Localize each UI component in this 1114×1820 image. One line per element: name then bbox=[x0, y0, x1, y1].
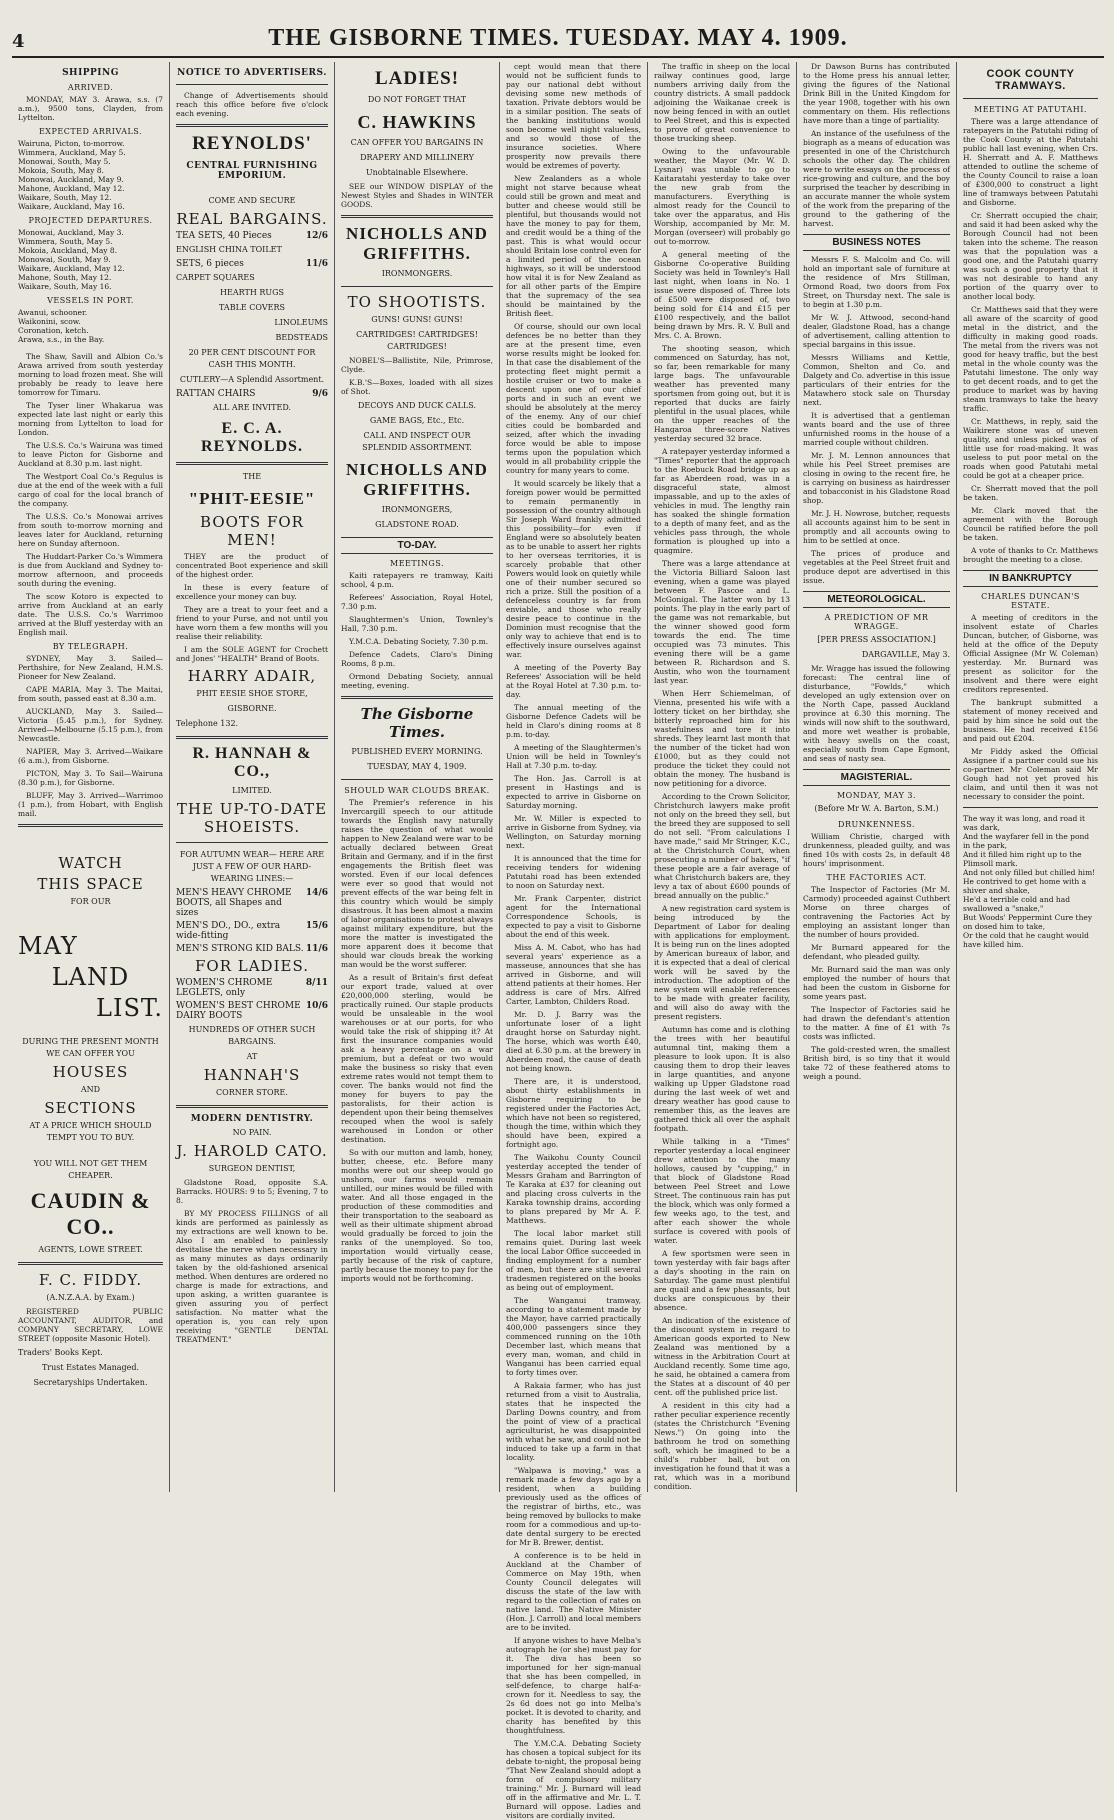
ad-kip: MEN'S STRONG KID BALS. 11/6 bbox=[176, 944, 328, 954]
ad-boots-men: BOOTS FOR MEN! bbox=[200, 513, 304, 549]
poem-line: And the wayfarer fell in the pond in the park, bbox=[963, 832, 1090, 850]
telegraph-item: AUCKLAND, May 3. Sailed—Victoria (5.45 p.m.), for Sydney. Arrived—Melbourne (5.15 p.m.), from Newcastle. bbox=[18, 707, 163, 743]
ad-watch: WATCH bbox=[58, 854, 123, 872]
ad-china-toilet: ENGLISH CHINA TOILET bbox=[176, 245, 282, 254]
list-item: Awanui, schooner. bbox=[18, 308, 88, 317]
business-item: Mr W. J. Attwood, second-hand dealer, Gladstone Road, has a change of advertisement, calling attention to special bargains in this issue. bbox=[803, 313, 950, 349]
ad-phit-eesie: "PHIT-EESIE" bbox=[188, 489, 316, 508]
news-paragraph: Dr Dawson Burns has contributed to the Home press his annual letter, giving the figures of the National Drink Bill in the United Kingdom for the year 1908, together with his own commentary on them. His reflections have more than a tinge of partiality. bbox=[803, 62, 950, 125]
ad-this-space: THIS SPACE bbox=[37, 875, 144, 893]
ad-ec-reynolds: E. C. A. REYNOLDS. bbox=[201, 420, 303, 455]
shipping-news: The Tyser liner Whakarua was expected late last night or early this morning from Lyttelton to load for London. bbox=[18, 401, 163, 437]
ad-price: AT A PRICE WHICH SHOULD TEMPT YOU TO BUY. bbox=[29, 1121, 152, 1142]
news-paragraph: It would scarcely be likely that a foreign power would be permitted to remain permanently in possession of the country although Sir Joseph Ward frankly admitted this possibility—for even if England were so absolutely beaten as to be unable to assert her rights to her overseas territories, it is scarcely probable that other Powers would look on quietly while one of their number secured so rich a prize. Still the position of a defenceless country is far from enviable, and those who really desire peace to continue in the Dominion must recognise that the only way to achieve that end is to effectively insure ourselves against war. bbox=[506, 479, 641, 659]
ad-phit-text: THEY are the product of concentrated Boot experience and skill of the highest order. bbox=[176, 552, 328, 579]
poem-line: Or the cold that he caught would have killed him. bbox=[963, 931, 1089, 949]
ad-emporium: CENTRAL FURNISHING EMPORIUM. bbox=[186, 161, 318, 181]
business-item: Messrs Williams and Kettle, Common, Shelton and Co. and Dalgety and Co. advertise in this issue particulars of their entries for the Matawhero stock sale on Thursday next. bbox=[803, 353, 950, 407]
shipping-news: The U.S.S. Co.'s Monowai arrives from south to-morrow morning and leaves later for Auckland, returning here on Sunday afternoon. bbox=[18, 512, 163, 548]
page-number: 4 bbox=[12, 31, 25, 52]
drunk-text: William Christie, charged with drunkenness, pleaded guilty, and was fined 10s with costs 2s, in default 48 hours' imprisonment. bbox=[803, 832, 950, 868]
meeting-item: Slaughtermen's Union, Townley's Hall, 7.30 p.m. bbox=[341, 615, 493, 633]
news-paragraph: Mr. Frank Carpenter, district agent for the International Correspondence Schools, is expected to pay a visit to Gisborne about the end of this week. bbox=[506, 894, 641, 939]
ad-at: AT bbox=[246, 1052, 258, 1061]
mag-date: MONDAY, MAY 3. bbox=[836, 791, 917, 800]
shipping-news: The U.S.S. Co.'s Wairuna was timed to leave Picton for Gisborne and Auckland at 8.30 p.m. last night. bbox=[18, 441, 163, 468]
ad-dairy: WOMEN'S BEST CHROME DAIRY BOOTS 10/6 bbox=[176, 1001, 328, 1021]
column-shipping bbox=[12, 62, 170, 1492]
ad-cato: J. HAROLD CATO. bbox=[176, 1142, 328, 1160]
ad-fiddy-extra: Trust Estates Managed. bbox=[41, 1363, 140, 1372]
list-item: Arawa, s.s., in the Bay. bbox=[18, 335, 105, 344]
ad-fiddy-extra: Secretaryships Undertaken. bbox=[33, 1378, 148, 1387]
meetings-heading: MEETINGS. bbox=[390, 559, 444, 568]
ad-unobtainable: Unobtainable Elsewhere. bbox=[365, 168, 469, 177]
ad-cartridges: CARTRIDGES! CARTRIDGES! CARTRIDGES! bbox=[356, 330, 478, 351]
column-advertisements bbox=[170, 62, 335, 1492]
list-item: Monowai, South, May 9. bbox=[18, 255, 111, 264]
ad-reynolds: REYNOLDS' bbox=[192, 133, 312, 154]
tramways-subheading: MEETING AT PATUTAHI. bbox=[974, 105, 1087, 114]
news-paragraph: The Hon. Jas. Carroll is at present in Hastings and is expected to arrive in Gisborne on Saturday morning. bbox=[506, 774, 641, 810]
tramways-paragraph: Cr. Sherratt moved that the poll be taken. bbox=[963, 484, 1098, 502]
list-item: Monowai, Auckland, May 3. bbox=[18, 228, 124, 237]
list-item: Coronation, ketch. bbox=[18, 326, 89, 335]
ad-hearth: HEARTH RUGS bbox=[220, 288, 284, 297]
news-paragraph: A ratepayer yesterday informed a "Times" reporter that the approach to the Roebuck Road bridge up as far as Aberdeen road, was in a disgraceful state, almost impassable, and up to the axles of vehicles in mud. The lengthy rain has soaked the shingle formation to a depth of many feet, and as the vehicles pass through, the whole formation is ploughed up into a quagmire. bbox=[654, 447, 790, 555]
poem-line: But Woods' Peppermint Cure they on dosed him to take, bbox=[963, 913, 1093, 931]
published-line: PUBLISHED EVERY MORNING. bbox=[351, 747, 483, 756]
masthead bbox=[12, 8, 1104, 58]
ad-harry: HARRY ADAIR, bbox=[187, 667, 317, 685]
met-association: [PER PRESS ASSOCIATION.] bbox=[817, 635, 936, 644]
ad-toilet-sets: SETS, 6 pieces 11/6 bbox=[176, 259, 328, 269]
ad-the: THE bbox=[242, 472, 262, 481]
news-paragraph: A Rakaia farmer, who has just returned from a visit to Australia, states that he inspected the Darling Downs country, and from the point of view of a practical agriculturist, he was disappointed with what he saw, and could not be induced to take up a farm in that locality. bbox=[506, 1381, 641, 1462]
tramways-paragraph: Cr. Matthews said that they were all aware of the scarcity of good metal in the district, and the difficulty in making good roads. The metal from the rivers was not good for heavy traffic, but the best metal in the whole county was the Patutahi limestone. The only way to get decent roads, and to get the produce to market was by having steam tramways to take the heavy traffic. bbox=[963, 305, 1098, 413]
news-paragraph: A resident in this city had a rather peculiar experience recently (states the Christchurch "Evening News.") On going into the bathroom he trod on something soft, which he imagined to be a child's rubber ball, but on investigation he found that it was a rat, which was in a moribund condition. bbox=[654, 1401, 790, 1491]
meeting-item: Kaiti ratepayers re tramway, Kaiti school, 4 p.m. bbox=[341, 571, 493, 589]
bankruptcy-paragraph: Mr Fiddy asked the Official Assignee if a partner could sue his co-partner. Mr Coleman said Mr Gough had not yet proved his claim, and until then it was not necessary to consider the point. bbox=[963, 747, 1098, 801]
column-local-news-1 bbox=[500, 62, 648, 1820]
news-paragraph: There are, it is understood, about thirty establishments in Gisborne requiring to be registered under the Factories Act, which have not been so registered, though the time, within which they should have been, expired a fortnight ago. bbox=[506, 1077, 641, 1149]
vessels-list bbox=[18, 308, 163, 344]
meeting-item: Y.M.C.A. Debating Society, 7.30 p.m. bbox=[349, 637, 489, 646]
news-paragraph: "Walpawa is moving," was a remark made a few days ago by a resident, when a building previously used as the offices of the registrar of births, etc., was being removed by bullocks to make room for a commodious and up-to-date dental surgery to be erected for Mr B. Brewer, dentist. bbox=[506, 1466, 641, 1547]
poem-line: He'd a terrible cold and had swallowed a "snake," bbox=[963, 895, 1071, 913]
telegraph-item: BLUFF, May 3. Arrived—Warrimoo (1 p.m.), from Hobart, with English mail. bbox=[18, 791, 163, 818]
factories-paragraph: The Inspector of Factories (Mr M. Carmody) proceeded against Cuthbert Morse on three charges of contravening the Factories Act by employing an assistant longer than the number of hours provided. bbox=[803, 885, 950, 939]
news-paragraph: Owing to the unfavourable weather, the Mayor (Mr. W. D. Lysnar) was unable to go to Kaitaratahi yesterday to take over the new grab from the manufacturers. Everything is almost ready for the Council to take over the apparatus, and His Worship, accompanied by Mr. M. Morgan (overseer) will probably go out to-morrow. bbox=[654, 147, 790, 246]
ad-ladies: LADIES! bbox=[374, 68, 460, 89]
ad-bedsteads: BEDSTEADS bbox=[275, 333, 328, 342]
shipping-news: The Huddart-Parker Co.'s Wimmera is due from Auckland and Sydney to-morrow afternoon, and proceeds south during the evening. bbox=[18, 552, 163, 588]
list-item: Waikare, South, May 16. bbox=[18, 282, 112, 291]
list-item: Wimmera, Auckland, May 5. bbox=[18, 148, 126, 157]
shipping-news: The Westport Coal Co.'s Regulus is due at the end of the week with a full cargo of coal for the local branch of the company. bbox=[18, 472, 163, 508]
bankruptcy-heading: IN BANKRUPTCY bbox=[963, 570, 1098, 587]
ad-guns: GUNS! GUNS! GUNS! bbox=[371, 315, 463, 324]
news-paragraph: The Wanganui tramway, according to a statement made by the Mayor, have carried practically 400,000 passengers since they commenced running on the 10th December last, which means that every man, woman, and child in Wanganui has been carried equal to forty times over. bbox=[506, 1296, 641, 1377]
list-item: Waikonini, scow. bbox=[18, 317, 81, 326]
editorial-paragraph: The Premier's reference in his Invercargill speech to our attitude towards the English navy naturally raises the question of what would happen to New Zealand were war to be actually declared between Great Britain and Germany, and if in the first engagements the British fleet was worsted. Even if our local defences were ever so good that would not prevent effects of the war being felt in this country which would be simply disastrous. It has been almost a maxim of labor organisations to protest always against military expenditure, but the more the matter is investigated the more apparent does it become that should war clouds break the working man would be the worst sufferer. bbox=[341, 798, 493, 969]
factories-paragraph: The Inspector of Factories said he had drawn the defendant's attention to the matter. A fine of £1 with 7s costs was inflicted. bbox=[803, 1005, 950, 1041]
ad-hannahs: HANNAH'S bbox=[203, 1066, 301, 1084]
telegraph-item: PICTON, May 3. To Sail—Wairuna (8.30 p.m.), for Gisborne. bbox=[18, 769, 163, 787]
editorial-paragraph: As a result of Britain's first defeat our export trade, valued at over £20,000,000 sterling, would be practically ruined. Our staple products would be unsaleable in the wool warehouses or at our ports, for who would take the risk of shipping it? At first the insurance companies would ask a heavy percentage on a war premium, but a defeat or two would make the business so risky that even extreme rates would not tempt them to cover. The banks would not find the money for buyers to pay the pastoralists, for their action is dependent upon their being themselves recouped when the wool is safely warehoused in London or other destination. bbox=[341, 973, 493, 1144]
ad-gisborne: GISBORNE. bbox=[227, 704, 277, 713]
news-paragraph: It is announced that the time for receiving tenders for widening Patutahi road has been extended to noon on Saturday next. bbox=[506, 854, 641, 890]
business-heading: BUSINESS NOTES bbox=[803, 234, 950, 251]
editorial-paragraph: So with our mutton and lamb, honey, butter, cheese, etc. Before many months were out our sheep would go unshorn, our farms would remain untilled, our mines would be filled with water. And all those engaged in the production of these commodities and their transportation to the seaboard as well as their ultimate shipment abroad would gradually be forced to join the ranks of the unemployed. So too, importation would virtually cease, partly because of the risk of capture, partly because the money to pay for the imports would not be forthcoming. bbox=[341, 1148, 493, 1283]
ad-telephone: Telephone 132. bbox=[176, 719, 239, 728]
ad-shooters: TO SHOOTISTS. bbox=[347, 293, 487, 311]
ad-can-offer: CAN OFFER YOU BARGAINS IN bbox=[350, 138, 484, 147]
ad-cutlery: CUTLERY—A Splendid Assortment. bbox=[179, 375, 325, 384]
ad-fiddy-sub: (A.N.Z.A.A. by Exam.) bbox=[46, 1293, 135, 1302]
news-paragraph: cept would mean that there would not be sufficient funds to pay our national debt without devising some new methods of taxation. Private debtors would be in a similar position. The seats of the banking institutions would soon become well night valueless, and so would those of the insurance societies. Where prosperity now prevails there would be extremes of poverty. bbox=[506, 62, 641, 170]
ad-fiddy-extra: Traders' Books Kept. bbox=[18, 1348, 103, 1357]
factories-paragraph: The gold-crested wren, the smallest British bird, is so tiny that it would take 72 of these feathered atoms to weigh a pound. bbox=[803, 1045, 950, 1081]
ad-call-in: CALL AND INSPECT OUR SPLENDID ASSORTMENT. bbox=[362, 431, 472, 452]
ad-game-bags: GAME BAGS, Etc., Etc. bbox=[369, 416, 465, 425]
ad-dos: MEN'S DO., DO., extra wide-fitting 15/6 bbox=[176, 921, 328, 941]
bankruptcy-paragraph: A meeting of creditors in the insolvent estate of Charles Duncan, butcher, of Gisborne, was held at the office of the Deputy Official Assignee (Mr W. Coleman) yesterday. Mr. Burnard was present as solicitor for the insolvent and there were eight creditors represented. bbox=[963, 613, 1098, 694]
column-local-news-2 bbox=[648, 62, 797, 1492]
ad-up-to-date: THE UP-TO-DATE SHOEISTS. bbox=[176, 800, 328, 836]
news-paragraph: The shooting season, which commenced on Saturday, has not, so far, been remarkable for many large bags. The unfavourable weather has prevented many sportsmen from going out, but it is reported that ducks are fairly plentiful in the usual places, while on the upper reaches of the Hangaroa three-score Natives yesterday secured 32 brace. bbox=[654, 344, 790, 443]
meeting-item: Ormond Debating Society, annual meeting, evening. bbox=[341, 672, 493, 690]
ad-carpet: CARPET SQUARES bbox=[176, 273, 255, 282]
ad-may: MAY bbox=[18, 932, 78, 960]
ad-land: LAND bbox=[51, 963, 130, 991]
shipping-heading: SHIPPING bbox=[62, 68, 119, 78]
shipping-news: The Shaw, Savill and Albion Co.'s Arawa arrived from south yesterday morning to load frozen meat. She will probably be ready to leave here tomorrow for Timaru. bbox=[18, 352, 163, 397]
ad-corner: CORNER STORE. bbox=[216, 1088, 288, 1097]
met-dateline: DARGAVILLE, May 3. bbox=[861, 650, 950, 659]
list-item: Monowai, Auckland, May 9. bbox=[18, 175, 124, 184]
projected-list bbox=[18, 228, 163, 291]
list-item: Mahone, Auckland, May 12. bbox=[18, 184, 125, 193]
list-item: Waikare, South, May 12. bbox=[18, 193, 112, 202]
news-paragraph: When Herr Schiemelman, of Vienna, presented his wife with a lottery ticket on her birthday, she bitterly reproached him for his wastefulness and tore it into shreds. They learnt last month that the number of the ticket had won £1000, but as they could not produce the ticket they could not obtain the money. The husband is now petitioning for a divorce. bbox=[654, 689, 790, 788]
ad-real-bargains: REAL BARGAINS. bbox=[176, 210, 328, 228]
date-line: TUESDAY, MAY 4, 1909. bbox=[367, 762, 467, 771]
business-item: It is advertised that a gentleman wants board and the use of three unfurnished rooms in the house of a married couple without children. bbox=[803, 411, 950, 447]
list-item: Monowai, South, May 5. bbox=[18, 157, 111, 166]
list-item: Mahone, South, May 12. bbox=[18, 273, 112, 282]
projected-heading: PROJECTED DEPARTURES. bbox=[28, 216, 153, 225]
news-paragraph: The local labor market still remains quiet. During last week the local Labor Office succeeded in finding employment for a number of men, but there are still several tradesmen registered on the books as being out of employment. bbox=[506, 1229, 641, 1292]
news-paragraph: Miss A. M. Cabot, who has had several years' experience as a masseuse, announces that she has arrived in Gisborne, and will attend patients at their homes. Her address is care of Mrs. Alfred Carter, Lambton, Childers Road. bbox=[506, 943, 641, 1006]
ad-come-secure: COME AND SECURE bbox=[208, 196, 296, 205]
telegraph-item: SYDNEY, May 3. Sailed—Perthshire, for New Zealand, H.M.S. Pioneer for New Zealand. bbox=[18, 654, 163, 681]
news-paragraph: Autumn has come and is clothing the trees with her beautiful autumnal tint, making them a pleasure to look upon. It is also causing them to drop their leaves in large quantities, and anyone walking up Upper Gladstone road during the last week of wet and dreary weather has good cause to remember this, as the leaves are gathered thick all over the asphalt footpath. bbox=[654, 1025, 790, 1133]
today-heading: TO-DAY. bbox=[341, 537, 493, 554]
news-paragraph: A meeting of the Poverty Bay Referees' Association will be held at the Royal Hotel at 7.30 p.m. to-day. bbox=[506, 663, 641, 699]
newspaper-title: THE GISBORNE TIMES. TUESDAY. MAY 4. 1909. bbox=[268, 25, 848, 51]
ad-hundreds: HUNDREDS OF OTHER SUCH BARGAINS. bbox=[188, 1025, 316, 1046]
factories-heading: THE FACTORIES ACT. bbox=[826, 873, 927, 882]
poem-line: And it filled him right up to the Plimsoll mark. bbox=[963, 850, 1082, 868]
list-item: Wimmera, South, May 5. bbox=[18, 237, 113, 246]
news-paragraph: A conference is to be held in Auckland at the Chamber of Commerce on May 19th, when County Council delegates will discuss the state of the law with regard to the collection of rates on native land. The Native Minister (Hon. J. Carroll) and local members are to be invited. bbox=[506, 1551, 641, 1632]
tramways-heading: COOK COUNTY TRAMWAYS. bbox=[986, 68, 1075, 92]
ad-and: AND bbox=[80, 1085, 101, 1094]
ad-no-pain: NO PAIN. bbox=[232, 1128, 272, 1137]
poem bbox=[963, 814, 1098, 949]
ad-cato-text: BY MY PROCESS FILLINGS of all kinds are performed as painlessly as my extractions are well known to be. Also I am enabled to painlessly devitalise the nerve when necessary in as many minutes as days ordinarily taken by the old-fashioned arsenical method. When dentures are ordered no charge is made for extractions, and upon asking, a written guarantee is given assuring you of perfect satisfaction. No matter what the operation is, you can rely upon receiving "GENTLE DENTAL TREATMENT." bbox=[176, 1209, 328, 1344]
met-subheading: A PREDICTION OF MR WRAGGE. bbox=[824, 613, 929, 631]
ad-nicholls-2: NICHOLLS AND GRIFFITHS. bbox=[346, 460, 488, 499]
ad-chrome-boots: MEN'S HEAVY CHROME BOOTS, all Shapes and sizes 14/6 bbox=[176, 888, 328, 918]
column-tramways bbox=[957, 62, 1104, 1492]
ad-decoys: DECOYS AND DUCK CALLS. bbox=[357, 401, 477, 410]
ad-during: DURING THE PRESENT MONTH WE CAN OFFER YOU bbox=[22, 1037, 159, 1058]
tramways-paragraph: A vote of thanks to Cr. Matthews brought the meeting to a close. bbox=[963, 546, 1098, 564]
factories-paragraph: Mr Burnard appeared for the defendant, who pleaded guilty. bbox=[803, 943, 950, 961]
news-paragraph: The annual meeting of the Gisborne Defence Cadets will be held in Claro's dining rooms at 8 p.m. to-day. bbox=[506, 703, 641, 739]
paper-nameplate: The Gisborne Times. bbox=[360, 705, 474, 741]
telegraph-item: CAPE MARIA, May 3. The Maitai, from south, passed east at 8.30 a.m. bbox=[18, 685, 163, 703]
poem-line: The way it was long, and road it was dark, bbox=[963, 814, 1086, 832]
tramways-paragraph: Cr. Matthews, in reply, said the Waikirere stone was of uneven quality, and unless picked was of little use for road-making. It was useless to put poor metal on the roads when good Patutahi metal could be got at a cheaper price. bbox=[963, 417, 1098, 480]
ad-for-our: FOR OUR bbox=[70, 897, 111, 906]
factories-paragraph: Mr. Burnard said the man was only employed the number of hours that had been the custom in Gisborne for some years past. bbox=[803, 965, 950, 1001]
poem-line: And not only filled but chilled him! bbox=[963, 868, 1096, 877]
news-paragraph: The traffic in sheep on the local railway continues good, large numbers arriving daily from the country districts. A small paddock adjoining the Waikanae creek is now being fenced in with an outlet to Peel Street, and this is expected to prove of great convenience to those trucking sheep. bbox=[654, 62, 790, 143]
met-text: Mr. Wragge has issued the following forecast: The central line of disturbance, "Fowlds," which developed an ugly extension over on the North Cape, passed Auckland province at 6.30 this morning. The winds will now shift to the southward, and more wet weather is probable, with heavy swells on the coast, especially south from Cape Egmont, and seas of nasty sea. bbox=[803, 664, 950, 763]
ad-surgeon: SURGEON DENTIST, bbox=[208, 1164, 296, 1173]
telegraph-heading: BY TELEGRAPH. bbox=[52, 642, 129, 651]
ad-leglets: WOMEN'S CHROME LEGLETS, only 8/11 bbox=[176, 978, 328, 998]
expected-list bbox=[18, 139, 163, 211]
list-item: Waikare, Auckland, May 16. bbox=[18, 202, 125, 211]
news-paragraph: A meeting of the Slaughtermen's Union will be held in Townley's Hall at 7.30 p.m. to-day. bbox=[506, 743, 641, 770]
ad-phit-store: PHIT EESIE SHOE STORE, bbox=[196, 689, 308, 698]
arrived-text: MONDAY, MAY 3. Arawa, s.s. (7 a.m.), 9500 tons, Clayden, from Lyttelton. bbox=[18, 95, 163, 122]
ad-nicholls: NICHOLLS AND GRIFFITHS. bbox=[346, 224, 488, 263]
news-paragraph: There was a large attendance at the Victoria Billiard Saloon last evening, when a game was played between F. Pascoe and L. McGonigal. The latter won by 13 points. The play in the early part of the game was not remarkable, but the winner showed good form towards the end. The time occupied was 73 minutes. This evening there will be a game between R. Richardson and S. Austin, who won the tournament last year. bbox=[654, 559, 790, 685]
ad-hawkins: C. HAWKINS bbox=[357, 112, 477, 132]
expected-heading: EXPECTED ARRIVALS. bbox=[38, 127, 143, 136]
business-item: Mr. J. M. Lennon announces that while his Peel Street premises are closing in owing to the recent fire, he is carrying on business as hairdresser and tobacconist in his Gladstone Road shop. bbox=[803, 451, 950, 505]
news-paragraph: According to the Crown Solicitor, Christchurch lawyers make profit not only on the breed they sell, but the breed they are supposed to sell do not sell. "From calculations I have made," said Mr Stringer, K.C., at the Christchurch Court, when prosecuting a number of bakers, "if these people are a fair average of what Christchurch bakers are, they levy a tax of about £600 pounds of bread annually on the public." bbox=[654, 792, 790, 900]
list-item: Waikare, Auckland, May 12. bbox=[18, 264, 125, 273]
poem-line: He contrived to get home with a shiver and shake, bbox=[963, 877, 1087, 895]
business-item: Messrs F. S. Malcolm and Co. will hold an important sale of furniture at the residence of Mrs Stillman, Ormond Road, two doors from Fox Street, on Thursday next. The sale is to begin at 1.30 p.m. bbox=[803, 255, 950, 309]
ad-tea-sets: TEA SETS, 40 Pieces 12/6 bbox=[176, 231, 328, 241]
ad-limited: LIMITED. bbox=[232, 786, 272, 795]
ad-ironmongers-2: IRONMONGERS, bbox=[381, 505, 453, 514]
news-paragraph: While talking in a "Times" reporter yesterday a local engineer drew attention to the many hollows, caused by "cupping," in that block of Gladstone Road between Peel Street and Lowe Street. The continuous rain has put the block, which was only formed a few weeks ago, to the test, and after each shower the whole surface is covered with pools of water. bbox=[654, 1137, 790, 1245]
ad-kbs: K.B.'S—Boxes, loaded with all sizes of Shot. bbox=[341, 378, 493, 396]
news-paragraph: The Waikohu County Council yesterday accepted the tender of Messrs Graham and Barrington of Te Karaka at £37 for cleaning out and placing cross culverts in the Karaka township drains, according to plans prepared by Mr A. F. Matthews. bbox=[506, 1153, 641, 1225]
news-paragraph: A new registration card system is being introduced by the Department of Labor for dealing with applications for employment. It is being run on the lines adopted by American bureaux of labor, and it is expected that a deal of clerical work will be saved by the introduction. The adoption of the new system will enable references to be made with greater facility, and will also do away with the present registers. bbox=[654, 904, 790, 1021]
notice-text: Change of Advertisements should reach this office before five o'clock each evening. bbox=[176, 91, 328, 118]
ad-do-not: DO NOT FORGET THAT bbox=[367, 95, 467, 104]
ad-cato-addr: Gladstone Road, opposite S.A. Barracks. HOURS: 9 to 5; Evening, 7 to 8. bbox=[176, 1178, 328, 1205]
business-item: Mr. J. H. Nowrose, butcher, requests all accounts against him to be sent in promptly and all accounts owing to him to be settled at once. bbox=[803, 509, 950, 545]
column-notes bbox=[797, 62, 957, 1492]
ad-discount: 20 PER CENT DISCOUNT FOR CASH THIS MONTH. bbox=[188, 348, 316, 369]
tramways-paragraph: Cr. Sherratt occupied the chair, and said it had been asked why the Borough Council had not been taken into the scheme. The reason was that the population was a good one, and the Patutahi quarry was such a good property that it was not desirable to hand any portion of the quarry over to another local body. bbox=[963, 211, 1098, 301]
tramways-paragraph: Mr. Clark moved that the agreement with the Borough Council be ratified before the poll be taken. bbox=[963, 506, 1098, 542]
bankruptcy-paragraph: The bankrupt submitted a statement of money received and paid by him since he sold out the business. He had received £156 and paid out £204. bbox=[963, 698, 1098, 743]
list-item: Mokoia, Auckland, May 8. bbox=[18, 246, 118, 255]
ad-hannah: R. HANNAH & CO., bbox=[192, 745, 312, 780]
meteorological-heading: METEOROLOGICAL. bbox=[803, 591, 950, 608]
ad-gladstone: GLADSTONE ROAD. bbox=[375, 520, 459, 529]
ad-autumn: FOR AUTUMN WEAR— HERE ARE JUST A FEW OF OUR HARD-WEARING LINES:— bbox=[179, 850, 325, 883]
news-paragraph: Of course, should our own local defences be no better than they are at the present time, even worse results might be looked for. In that case the disablement of the protecting fleet might permit a hostile cruiser or two to make a descent upon one of our chief ports and in such an event we should be absolutely at the mercy of the enemy. Any of our chief cities could be bombarded and seized, after which the invading force would be able to impose terms upon the population which would in all probability cripple the country for many years to come. bbox=[506, 322, 641, 475]
telegraph-item: NAPIER, May 3. Arrived—Waikare (6 a.m.), from Gisborne. bbox=[18, 747, 163, 765]
magisterial-heading: MAGISTERIAL. bbox=[803, 769, 950, 786]
ad-cheaper: YOU WILL NOT GET THEM CHEAPER. bbox=[33, 1159, 148, 1180]
drunk-heading: DRUNKENNESS. bbox=[838, 820, 915, 829]
ad-phit-text: In these is every feature of excellence your money can buy. bbox=[176, 583, 328, 601]
ad-list: LIST. bbox=[96, 994, 163, 1022]
ad-agents: AGENTS, LOWE STREET. bbox=[38, 1245, 143, 1254]
ad-sections: SECTIONS bbox=[44, 1099, 137, 1117]
ad-phit-text: I am the SOLE AGENT for Crochett and Jones' "HEALTH" Brand of Boots. bbox=[176, 645, 328, 663]
bankruptcy-subheading: CHARLES DUNCAN'S ESTATE. bbox=[981, 592, 1080, 610]
ad-fiddy: F. C. FIDDY. bbox=[38, 1271, 143, 1289]
ad-linoleums: LINOLEUMS bbox=[274, 318, 328, 327]
ad-houses: HOUSES bbox=[52, 1063, 129, 1081]
news-paragraph: A general meeting of the Gisborne Co-operative Building Society was held in Townley's Hall last night, when loans in No. 1 issue were disposed of. Three lots of £500 were disposed of, two being sold for £14 and £15 per £100 respectively, and the ballot being drawn by Mrs. R. V. Bull and Mrs. C. A. Brown. bbox=[654, 250, 790, 340]
notice-heading: NOTICE TO ADVERTISERS. bbox=[177, 68, 327, 78]
news-paragraph: An instance of the usefulness of the biograph as a means of education was presented in one of the Christchurch schools the other day. The children were to write essays on the process of rice-growing and culture, and the boy surprised the teacher by describing in an accurate manner the whole system of the work from the preparing of the ground to the gathering of the harvest. bbox=[803, 129, 950, 228]
ad-phit-text: They are a treat to your feet and a friend to your Purse, and not until you have worn them a few months will you realise their reliability. bbox=[176, 605, 328, 641]
ad-fiddy-text: REGISTERED PUBLIC ACCOUNTANT, AUDITOR, and COMPANY SECRETARY, LOWE STREET (opposite Masonic Hotel). bbox=[18, 1307, 163, 1343]
business-item: The prices of produce and vegetables at the Peel Street fruit and produce depot are advertised in this issue. bbox=[803, 549, 950, 585]
column-editorial bbox=[335, 62, 500, 1492]
ad-nobel: NOBEL'S—Ballistite, Nile, Primrose, Clyde. bbox=[341, 356, 493, 374]
meeting-item: Referees' Association, Royal Hotel, 7.30 p.m. bbox=[341, 593, 493, 611]
ad-for-ladies: FOR LADIES. bbox=[195, 957, 309, 975]
list-item: Mokoia, South, May 8. bbox=[18, 166, 104, 175]
mag-before: (Before Mr W. A. Barton, S.M.) bbox=[814, 804, 939, 813]
news-paragraph: An indication of the existence of the discount system in regard to American goods exported to New Zealand was mentioned by a witness in the Arbitration Court at Auckland recently. Some time ago, he said, he obtained a camera from the States at a discount of 40 per cent. off the published price list. bbox=[654, 1316, 790, 1397]
editorial-heading: SHOULD WAR CLOUDS BREAK. bbox=[344, 786, 490, 795]
news-paragraph: Mr. D. J. Barry was the unfortunate loser of a light draught horse on Saturday night. The horse, which was worth £40, died at 6.30 p.m. at the brewery in Aberdeen road, the cause of death not being known. bbox=[506, 1010, 641, 1073]
ad-caudin: CAUDIN & CO.. bbox=[30, 1188, 151, 1239]
news-paragraph: New Zealanders as a whole might not starve because wheat could still be grown and meat and butter and cheese would still be plentiful, but thousands would not have the money to pay for them, and credit would be a thing of the past. This is what would occur should Britain lose control even for a limited period of the ocean highways, so it will be understood how vital it is for New Zealand as for all other parts of the Empire that the supremacy of the sea should be maintained by the British fleet. bbox=[506, 174, 641, 318]
ad-rattan: RATTAN CHAIRS 9/6 bbox=[176, 389, 328, 399]
ad-window: SEE our WINDOW DISPLAY of the Newest Styles and Shades in WINTER GOODS. bbox=[341, 182, 493, 209]
news-paragraph: A few sportsmen were seen in town yesterday with fair bags after a day's shooting in the rain on Saturday. The game must plentiful are quail and a few pheasants, but ducks are conspicuous by their absence. bbox=[654, 1249, 790, 1312]
ad-modern: MODERN DENTISTRY. bbox=[190, 1114, 314, 1124]
arrived-heading: ARRIVED. bbox=[67, 83, 114, 92]
ad-drapery: DRAPERY AND MILLINERY bbox=[360, 153, 474, 162]
news-paragraph: Mr. W. Miller is expected to arrive in Gisborne from Sydney, via Wellington, on Saturday morning next. bbox=[506, 814, 641, 850]
shipping-news: The scow Kotoro is expected to arrive from Auckland at an early date. The U.S.S. Co.'s Warrimoo arrived at the Bluff yesterday with an English mail. bbox=[18, 592, 163, 637]
tramways-paragraph: There was a large attendance of ratepayers in the Patutahi riding of the Cook County at the Patutahi public hall last evening, when Crs. H. Sherratt and A. F. Matthews attended to outline the scheme of the County Council to raise a loan of £300,000 to construct a light line of tramways between Patutahi and Gisborne. bbox=[963, 117, 1098, 207]
news-paragraph: If anyone wishes to have Melba's autograph he (or she) must pay for it. The diva has been so importuned for her sign-manual that she has been compelled, in self-defence, to charge half-a-crown for it. Needless to say, the 2s 6d does not go into Melba's pocket. It is devoted to charity, and charity has benefited by this thoughtfulness. bbox=[506, 1636, 641, 1735]
meeting-item: Defence Cadets, Claro's Dining Rooms, 8 p.m. bbox=[341, 650, 493, 668]
ad-table-covers: TABLE COVERS bbox=[219, 303, 285, 312]
news-paragraph: The Y.M.C.A. Debating Society has chosen a topical subject for its debate to-night, the proposal being "That New Zealand should adopt a form of compulsory military training." Mr. J. Burnard will lead off in the affirmative and Mr. L. T. Burnard will oppose. Ladies and visitors are cordially invited. bbox=[506, 1739, 641, 1820]
vessels-heading: VESSELS IN PORT. bbox=[47, 296, 134, 305]
list-item: Wairuna, Picton, to-morrow. bbox=[18, 139, 125, 148]
ad-invited: ALL ARE INVITED. bbox=[212, 403, 292, 412]
ad-ironmongers: IRONMONGERS. bbox=[381, 269, 453, 278]
